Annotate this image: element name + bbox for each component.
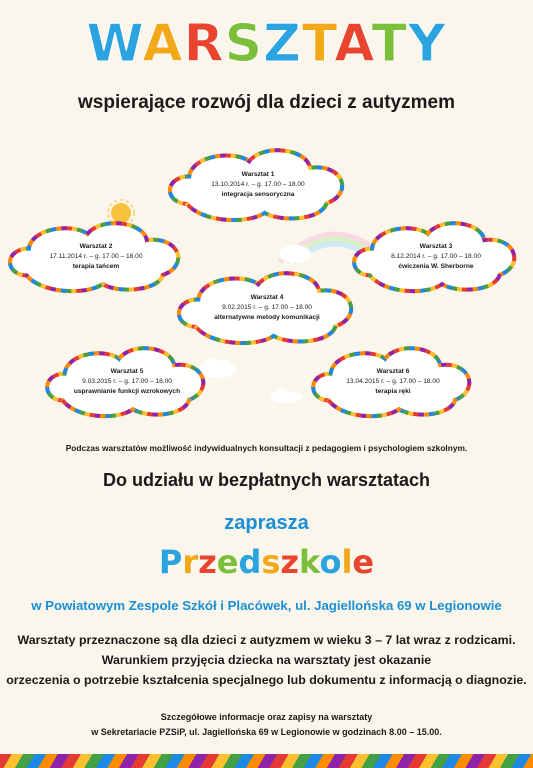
workshop-text [183,170,332,200]
workshop-text [23,242,169,272]
consultation-note: Podczas warsztatów możliwość indywidualnych konsultacji z pedagogiem i psychologiem szkolnym. [65,443,468,453]
workshop-title: Warsztat 5 [110,368,144,375]
title-letter: e [352,543,375,581]
small-cloud-icon [268,385,304,403]
workshop-text [192,293,341,323]
workshop-topic: terapia ręki [375,388,411,395]
invite-heading: Do udziału w bezpłatnych warsztatach [102,470,431,490]
title-letter: P [158,543,183,581]
workshop-text [60,367,195,397]
contact-line: w Sekretariacie PZSiP, ul. Jagiellońska 69 w Legionowie w godzinach 8.00 – 15.00. [91,727,442,737]
poster-title [0,14,533,74]
workshop-title: Warsztat 3 [419,243,453,250]
workshop-topic: usprawnianie funkcji wzrokowych [73,388,181,395]
contact-info [0,710,533,740]
workshop-title: Warsztat 6 [376,368,410,375]
title-letter: S [224,14,264,74]
title-letter: A [142,14,184,74]
title-letter: s [261,543,281,581]
title-letter: o [319,543,342,581]
bottom-stripe [0,754,533,768]
organizer-name [0,543,533,581]
title-letter: A [334,14,372,74]
workshop-topic: ćwiczenia W. Sherborne [398,263,474,270]
title-letter: d [238,543,262,581]
title-letter: T [301,14,335,74]
title-letter: r [182,543,199,581]
workshop-title: Warsztat 1 [241,171,275,178]
title-letter: l [341,543,353,581]
workshop-date: 9.03.2015 r. – g. 17.00 – 18.00 [82,378,172,385]
workshop-date: 8.12.2014 r. – g. 17.00 – 18.00 [391,253,481,260]
title-letter: R [183,14,225,74]
info-line: Warsztaty przeznaczone są dla dzieci z autyzmem w wieku 3 – 7 lat wraz z rodzicami. [17,633,516,647]
workshop-title: Warsztat 4 [250,294,284,301]
title-letter: k [299,543,320,581]
title-letter: Y [407,14,447,74]
workshop-topic: alternatywne metody komunikacji [214,314,320,321]
info-line: orzeczenia o potrzebie kształcenia specjalnego lub dokumentu z informacją o diagnozie. [6,673,527,687]
info-line: Warunkiem przyjęcia dziecka na warsztaty jest okazanie [101,653,432,667]
invite-verb: zaprasza [224,512,309,534]
workshop-date: 13.10.2014 r. – g. 17.00 – 18.00 [211,181,305,188]
organizer-address: w Powiatowym Zespole Szkół i Placówek, ul. Jagiellońska 69 w Legionowie [31,598,502,613]
title-letter: z [280,543,300,581]
workshop-date: 13.04.2015 r. – g. 17.00 – 18.00 [346,378,440,385]
title-letter: T [371,14,408,74]
title-letter: e [216,543,239,581]
workshop-topic: terapia tańcem [72,263,120,270]
contact-line: Szczegółowe informacje oraz zapisy na warsztaty [160,712,373,722]
workshop-title: Warsztat 2 [79,243,113,250]
workshop-text [326,367,461,397]
workshop-topic: integracja sensoryczna [221,191,295,198]
title-letter: z [198,543,217,581]
poster-subtitle: wspierające rozwój dla dzieci z autyzmem [78,92,455,113]
title-letter: W [86,14,143,74]
eligibility-info [0,630,533,690]
workshop-date: 17.11.2014 r. – g. 17.00 – 18.00 [49,253,143,260]
workshop-date: 9.02.2015 r. – g. 17.00 – 18.00 [222,304,312,311]
title-letter: Z [263,14,302,74]
workshop-text [367,242,506,272]
